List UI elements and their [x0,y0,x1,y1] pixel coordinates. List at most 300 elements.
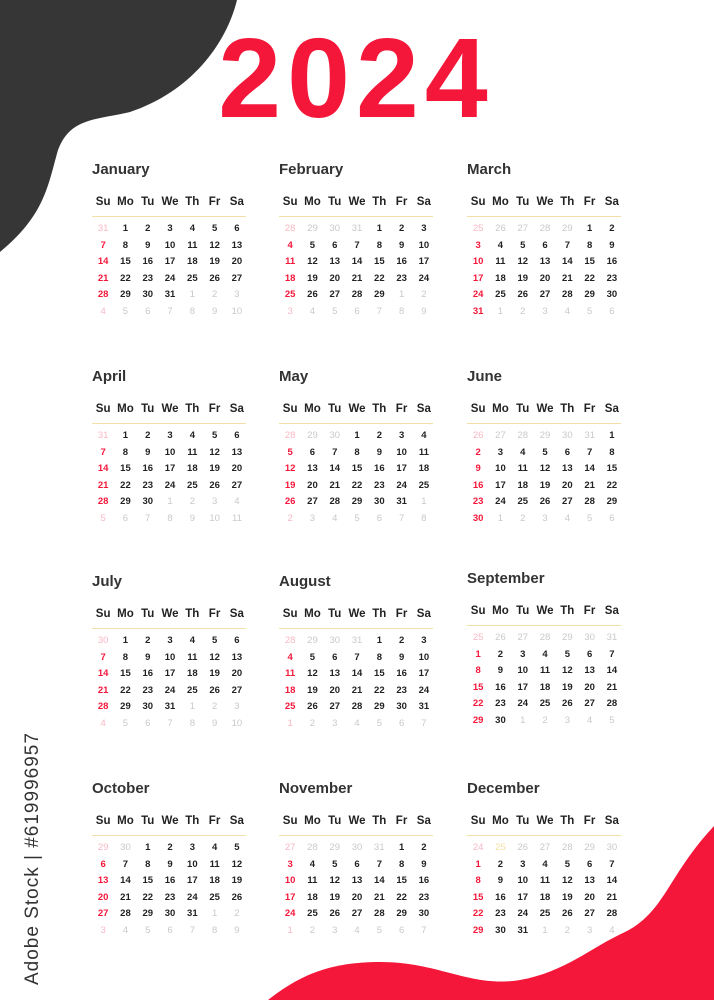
day-cell: 10 [495,463,506,475]
adjacent-month-day: 25 [472,223,484,234]
weekday-label: Th [185,403,200,415]
day-cell: 23 [396,272,407,284]
adjacent-month-day: 2 [564,924,570,936]
day-cell: 2 [497,648,504,660]
day-cell: 5 [287,446,293,458]
adjacent-month-day: 24 [472,842,484,853]
month-june [467,367,623,528]
day-cell: 9 [145,239,151,251]
weekday-label: Fr [395,608,408,620]
day-cell: 11 [187,446,198,458]
day-cell: 18 [187,463,198,475]
day-cell: 24 [164,272,176,284]
header-divider [279,835,433,836]
day-cell: 22 [396,891,407,903]
day-cell: 18 [187,256,198,268]
day-cell: 26 [517,289,529,301]
day-cell: 2 [167,842,173,853]
adjacent-month-day: 7 [421,717,427,729]
adjacent-month-day: 1 [497,305,504,317]
day-cell: 21 [97,272,109,284]
adjacent-month-day: 27 [517,223,529,234]
day-cell: 16 [142,256,154,268]
day-cell: 7 [609,648,615,660]
adjacent-month-day: 31 [584,430,595,441]
adjacent-month-day: 30 [329,223,341,234]
day-cell: 11 [495,256,506,268]
month-title: April [92,368,127,385]
day-cell: 4 [287,651,293,663]
adjacent-month-day: 4 [586,714,593,726]
weekday-label: Su [470,815,486,827]
adjacent-month-day: 2 [309,924,316,936]
day-cell: 12 [307,668,318,680]
adjacent-month-day: 3 [542,305,548,317]
day-cell: 31 [418,701,430,713]
day-cell: 24 [472,289,484,301]
day-cell: 20 [539,272,551,284]
day-cell: 11 [540,665,551,677]
adjacent-month-day: 6 [122,512,129,524]
day-cell: 6 [586,648,593,660]
adjacent-month-day: 3 [564,714,570,726]
day-cell: 15 [396,875,407,887]
weekday-label: Tu [516,403,530,415]
day-cell: 27 [307,496,318,508]
day-cell: 13 [231,446,243,458]
day-cell: 7 [100,446,106,458]
weekday-label: Su [95,196,111,208]
weekday-label: Fr [208,608,221,620]
day-cell: 1 [376,635,382,646]
adjacent-month-day: 28 [284,430,296,441]
year-text: 2024 [218,15,494,141]
weekday-label: Sa [416,815,431,827]
day-cell: 19 [209,256,220,268]
day-cell: 30 [418,908,430,920]
day-cell: 17 [517,681,529,693]
day-cell: 27 [539,289,551,301]
adjacent-month-day: 4 [354,924,360,936]
adjacent-month-day: 26 [495,632,506,643]
day-cell: 28 [606,908,618,920]
weekday-label: Su [470,196,486,208]
day-cell: 16 [396,256,407,268]
day-cell: 14 [584,463,595,475]
day-cell: 26 [284,496,296,508]
weekday-label: Th [560,605,575,617]
day-cell: 3 [167,635,173,646]
day-cell: 30 [142,496,154,508]
day-cell: 17 [418,256,430,268]
day-cell: 13 [329,668,341,680]
adjacent-month-day: 1 [398,289,405,301]
day-cell: 20 [329,684,341,696]
day-cell: 28 [606,698,618,710]
adjacent-month-day: 30 [562,430,573,441]
weekday-label: We [536,403,554,415]
day-cell: 14 [97,463,109,475]
weekday-label: Th [372,608,387,620]
adjacent-month-day: 27 [517,632,529,643]
day-cell: 31 [396,496,407,508]
day-cell: 8 [122,446,129,458]
day-cell: 2 [145,635,151,646]
day-cell: 20 [231,463,243,475]
adjacent-month-day: 9 [189,512,195,524]
day-cell: 23 [495,908,506,920]
adjacent-month-day: 28 [539,223,551,234]
day-cell: 29 [472,924,484,936]
adjacent-month-day: 31 [374,842,385,853]
day-cell: 27 [584,908,595,920]
adjacent-month-day: 29 [97,842,109,853]
weekday-label: Fr [395,815,408,827]
day-cell: 27 [231,272,243,284]
month-january [92,160,248,321]
weekday-label: Th [185,815,200,827]
adjacent-month-day: 31 [351,635,363,646]
year-title [0,15,714,141]
day-cell: 16 [164,875,176,887]
adjacent-month-day: 1 [421,496,427,508]
day-cell: 3 [520,648,526,660]
weekday-label: Tu [141,403,155,415]
day-grid [279,840,435,940]
day-cell: 27 [329,701,341,713]
day-cell: 14 [351,668,363,680]
day-cell: 25 [495,289,506,301]
header-divider [467,423,621,424]
day-cell: 21 [606,681,618,693]
day-cell: 12 [562,875,573,887]
day-cell: 19 [562,681,573,693]
weekday-label: Sa [229,403,244,415]
day-cell: 8 [354,446,360,458]
day-cell: 29 [472,714,484,726]
day-cell: 22 [351,479,363,491]
day-cell: 10 [418,239,430,251]
day-cell: 28 [97,701,109,713]
adjacent-month-day: 11 [231,512,242,524]
adjacent-month-day: 8 [189,717,195,729]
day-cell: 10 [164,239,176,251]
day-cell: 3 [167,223,173,234]
adjacent-month-day: 4 [100,305,106,317]
day-cell: 28 [120,908,131,920]
adjacent-month-day: 2 [520,512,526,524]
day-cell: 23 [495,698,506,710]
adjacent-month-day: 29 [307,635,318,646]
adjacent-month-day: 9 [421,305,427,317]
adjacent-month-day: 6 [145,717,151,729]
adjacent-month-day: 5 [122,717,129,729]
day-cell: 15 [472,681,484,693]
day-cell: 4 [309,858,316,870]
day-cell: 9 [497,665,504,677]
day-cell: 10 [396,446,407,458]
day-cell: 17 [164,463,176,475]
day-cell: 11 [517,463,528,475]
weekday-label: Th [560,403,575,415]
adjacent-month-day: 2 [234,908,240,920]
adjacent-month-day: 26 [472,430,484,441]
month-november [279,779,435,940]
day-cell: 23 [606,272,618,284]
day-cell: 22 [472,908,484,920]
weekday-label: Tu [141,196,155,208]
day-cell: 8 [376,651,382,663]
day-cell: 13 [351,875,363,887]
adjacent-month-day: 4 [100,717,106,729]
day-cell: 13 [231,239,243,251]
day-cell: 3 [398,430,405,441]
day-cell: 26 [209,684,220,696]
day-cell: 5 [309,239,316,251]
weekday-label: We [536,605,554,617]
adjacent-month-day: 4 [609,924,615,936]
day-cell: 20 [307,479,318,491]
adjacent-month-day: 29 [562,632,573,643]
day-cell: 23 [142,479,154,491]
day-cell: 4 [542,648,548,660]
adjacent-month-day: 28 [284,223,296,234]
adjacent-month-day: 1 [497,512,504,524]
day-cell: 12 [539,463,551,475]
day-cell: 22 [142,891,154,903]
day-cell: 27 [562,496,573,508]
day-cell: 2 [609,223,615,234]
day-cell: 12 [284,463,296,475]
weekday-label: Mo [492,196,509,208]
day-cell: 6 [234,223,240,234]
day-cell: 29 [120,289,131,301]
adjacent-month-day: 10 [231,717,243,729]
day-cell: 22 [120,272,131,284]
adjacent-month-day: 30 [120,842,131,853]
weekday-label: Fr [395,403,408,415]
adjacent-month-day: 29 [562,223,573,234]
day-cell: 23 [374,479,385,491]
weekday-label: Su [470,605,486,617]
day-cell: 22 [120,479,131,491]
day-cell: 11 [307,875,318,887]
adjacent-month-day: 5 [332,305,338,317]
header-divider [467,835,621,836]
adjacent-month-day: 5 [100,512,106,524]
day-cell: 29 [374,289,385,301]
month-july [92,572,248,733]
adjacent-month-day: 1 [287,924,293,936]
day-cell: 4 [189,635,195,646]
day-cell: 5 [309,651,316,663]
day-cell: 11 [540,875,551,887]
weekday-label: Mo [117,815,134,827]
day-cell: 7 [100,239,106,251]
day-cell: 8 [609,446,615,458]
day-cell: 26 [209,479,220,491]
day-cell: 30 [374,496,385,508]
adjacent-month-day: 5 [354,512,360,524]
day-cell: 13 [539,256,551,268]
day-cell: 16 [142,668,154,680]
day-cell: 20 [584,681,595,693]
day-cell: 9 [398,239,405,251]
day-cell: 26 [539,496,551,508]
weekday-label: We [536,196,554,208]
adjacent-month-day: 28 [284,635,296,646]
day-cell: 20 [329,272,341,284]
weekday-label: Sa [229,608,244,620]
adjacent-month-day: 31 [606,632,618,643]
adjacent-month-day: 28 [517,430,529,441]
day-cell: 4 [189,430,195,441]
day-cell: 28 [351,701,363,713]
day-cell: 7 [332,446,338,458]
day-cell: 20 [97,891,109,903]
day-cell: 11 [209,858,220,870]
adjacent-month-day: 4 [354,717,360,729]
day-cell: 22 [584,272,595,284]
month-may [279,367,435,528]
adjacent-month-day: 7 [145,512,151,524]
weekday-label: Su [282,196,298,208]
adjacent-month-day: 5 [145,924,151,936]
day-grid [92,221,248,321]
adjacent-month-day: 3 [542,512,548,524]
adjacent-month-day: 31 [97,430,109,441]
header-divider [467,216,621,217]
day-cell: 12 [329,875,341,887]
day-cell: 31 [187,908,198,920]
day-cell: 21 [562,272,573,284]
day-cell: 13 [231,651,243,663]
day-cell: 1 [376,223,382,234]
day-cell: 2 [145,223,151,234]
day-cell: 19 [562,891,573,903]
adjacent-month-day: 7 [167,717,173,729]
weekday-label: Su [95,403,111,415]
month-title: June [467,368,503,385]
weekday-header [92,814,248,828]
adjacent-month-day: 6 [398,717,405,729]
day-cell: 26 [562,908,573,920]
weekday-label: Sa [416,196,431,208]
adjacent-month-day: 5 [376,717,382,729]
day-cell: 11 [187,651,198,663]
month-title: October [92,780,150,797]
day-cell: 16 [374,463,385,475]
day-cell: 8 [586,239,593,251]
day-cell: 8 [475,875,481,887]
day-cell: 24 [517,698,529,710]
adjacent-month-day: 2 [542,714,548,726]
weekday-label: Fr [208,403,221,415]
adjacent-month-day: 7 [398,512,405,524]
header-divider [279,216,433,217]
day-cell: 27 [231,684,243,696]
day-cell: 13 [307,463,318,475]
day-cell: 14 [97,256,109,268]
adjacent-month-day: 2 [287,512,293,524]
adjacent-month-day: 10 [209,512,220,524]
day-cell: 6 [586,858,593,870]
adjacent-month-day: 4 [564,512,570,524]
day-cell: 9 [398,651,405,663]
day-cell: 17 [418,668,430,680]
day-cell: 23 [142,272,154,284]
weekday-label: Tu [328,815,342,827]
adjacent-month-day: 30 [329,430,341,441]
adjacent-month-day: 3 [100,924,106,936]
day-cell: 18 [187,668,198,680]
weekday-label: Su [282,815,298,827]
day-cell: 26 [307,701,318,713]
day-cell: 18 [307,891,318,903]
adjacent-month-day: 25 [495,842,506,853]
day-cell: 14 [120,875,131,887]
day-cell: 9 [376,446,382,458]
day-cell: 29 [351,496,363,508]
day-cell: 3 [287,858,293,870]
weekday-header [279,814,435,828]
day-cell: 27 [329,289,341,301]
adjacent-month-day: 30 [584,632,595,643]
adjacent-month-day: 27 [495,430,506,441]
day-cell: 5 [564,858,570,870]
weekday-label: Mo [117,403,134,415]
day-cell: 5 [211,223,218,234]
day-cell: 18 [284,684,296,696]
adjacent-month-day: 9 [211,305,218,317]
header-divider [467,625,621,626]
month-december [467,779,623,940]
weekday-label: Th [372,196,387,208]
day-cell: 15 [120,668,131,680]
day-cell: 8 [475,665,481,677]
weekday-label: Fr [583,815,596,827]
day-cell: 20 [231,668,243,680]
day-cell: 5 [542,446,548,458]
adjacent-month-day: 28 [562,842,573,853]
adjacent-month-day: 10 [231,305,243,317]
day-cell: 10 [418,651,430,663]
day-cell: 30 [495,714,506,726]
day-cell: 9 [145,651,151,663]
day-cell: 6 [234,430,240,441]
adjacent-month-day: 7 [167,305,173,317]
day-cell: 25 [539,908,551,920]
weekday-label: Mo [492,403,509,415]
day-cell: 21 [351,272,363,284]
weekday-label: Fr [583,403,596,415]
adjacent-month-day: 3 [234,701,240,713]
day-cell: 1 [122,430,129,441]
day-cell: 22 [606,479,618,491]
day-cell: 23 [396,684,407,696]
day-cell: 4 [287,239,293,251]
day-cell: 11 [418,446,429,458]
day-cell: 17 [396,463,407,475]
weekday-label: Su [95,608,111,620]
adjacent-month-day: 1 [167,496,173,508]
day-cell: 13 [562,463,573,475]
day-cell: 10 [517,665,529,677]
day-grid [92,840,248,940]
day-cell: 24 [517,908,529,920]
adjacent-month-day: 4 [332,512,338,524]
adjacent-month-day: 3 [309,512,316,524]
